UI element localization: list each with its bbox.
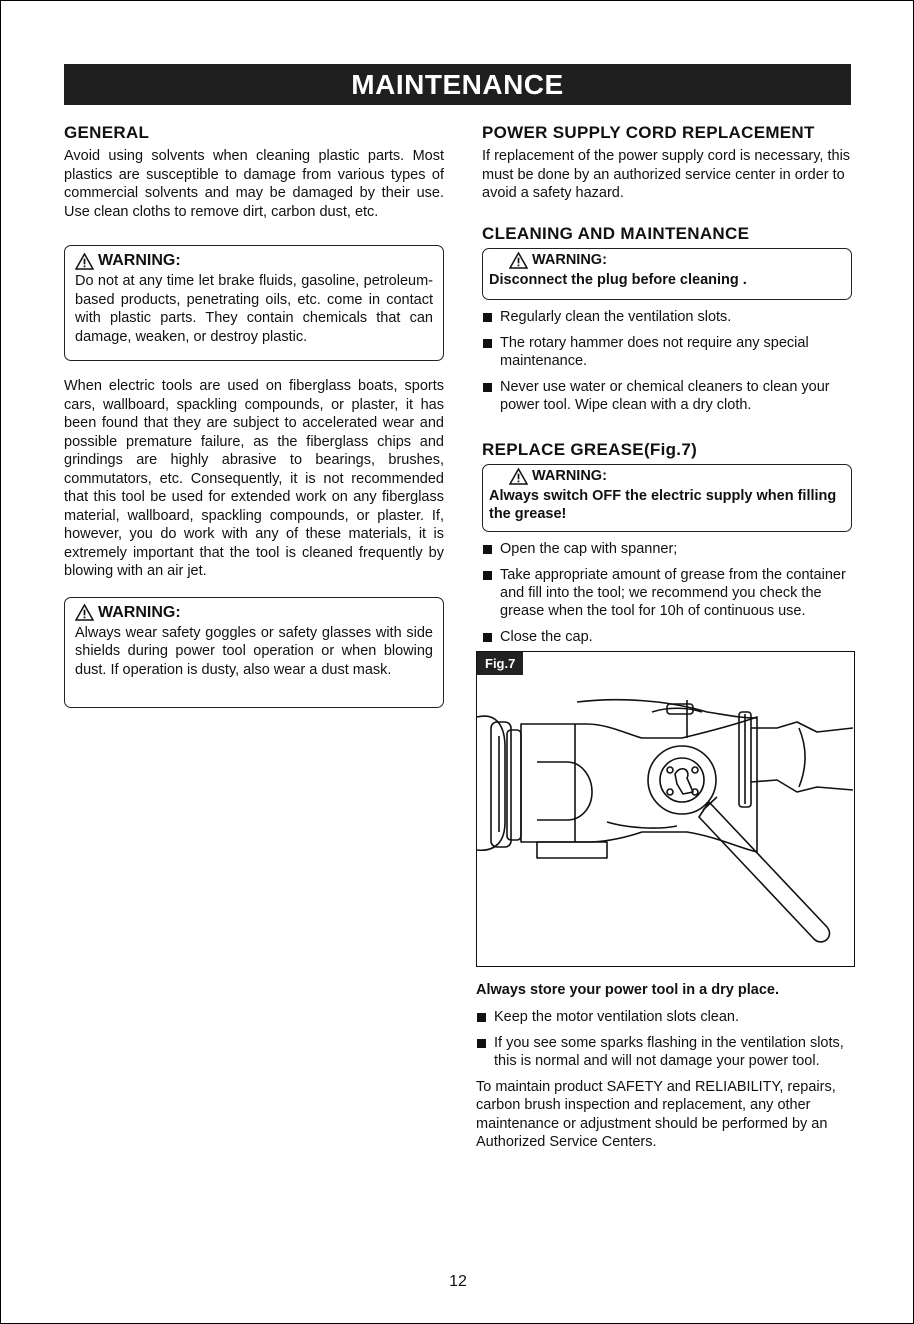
warning-text: Always wear safety goggles or safety glasses with side shields during power tool operation or when blowing dust. If operation is dusty, also wear a dust mask.	[75, 624, 433, 678]
warning-title: WARNING:	[532, 252, 607, 268]
cord-heading: POWER SUPPLY CORD REPLACEMENT	[482, 123, 815, 142]
figure-7	[476, 651, 855, 967]
warning-triangle-icon	[75, 604, 94, 621]
cord-text: If replacement of the power supply cord is necessary, this must be done by an authorized service center in order to avoid a safety hazard.	[482, 148, 851, 201]
general-text: Avoid using solvents when cleaning plastic parts. Most plastics are susceptible to damage from various types of commercial solvents and may be damaged by their use. Use clean cloths to remove dirt, carbon dust, etc.	[64, 148, 444, 220]
list-item: Regularly clean the ventilation slots.	[482, 308, 852, 326]
list-item: Close the cap.	[482, 628, 852, 646]
storage-heading: Always store your power tool in a dry place.	[476, 982, 779, 998]
list-item: The rotary hammer does not require any special maintenance.	[482, 334, 852, 370]
rotary-hammer-illustration	[477, 652, 853, 965]
general-heading: GENERAL	[64, 123, 150, 142]
grease-heading: REPLACE GREASE(Fig.7)	[482, 439, 698, 459]
page-number: 12	[449, 1273, 467, 1290]
cleaning-warning-box	[482, 248, 852, 300]
warning-title: WARNING:	[98, 252, 181, 269]
list-item: Never use water or chemical cleaners to clean your power tool. Wipe clean with a dry cloth.	[482, 378, 852, 414]
warning-triangle-icon	[509, 252, 528, 269]
list-item: If you see some sparks flashing in the ventilation slots, this is normal and will not damage your power tool.	[476, 1034, 851, 1070]
warning-title: WARNING:	[532, 468, 607, 484]
cleaning-heading: CLEANING AND MAINTENANCE	[482, 223, 750, 243]
fiberglass-text: When electric tools are used on fiberglass boats, sports cars, wallboard, spackling compounds, or plaster, it has been found that they are subject to accelerated wear and possible premature failure, as the fiberglass chips and grindings are highly abrasive to bearings, brushes, commutators, etc. Consequently, it is not recommended that this tool be used for extended work on any fiberglass material, wallboard, spackling compounds, or plaster. If, however, you do work with any of these materials, it is extremely important that the tool is cleaned frequently by blowing with an air jet.	[64, 378, 444, 579]
warning-triangle-icon	[75, 253, 94, 270]
grease-warning-box	[482, 464, 852, 532]
plastic-warning-box	[64, 245, 444, 361]
left-column	[64, 123, 444, 708]
page-title: MAINTENANCE	[64, 64, 851, 105]
storage-text: To maintain product SAFETY and RELIABILITY, repairs, carbon brush inspection and replacement, any other maintenance or adjustment should be performed by an Authorized Service Centers.	[476, 1078, 836, 1150]
warning-triangle-icon	[509, 468, 528, 485]
list-item: Keep the motor ventilation slots clean.	[476, 1008, 851, 1026]
figure-label: Fig.7	[477, 652, 523, 675]
list-item: Take appropriate amount of grease from the container and fill into the tool; we recommend you check the grease when the tool for 10h of continuous use.	[482, 566, 852, 620]
storage-section	[476, 981, 851, 1152]
list-item: Open the cap with spanner;	[482, 540, 852, 558]
warning-text: Always switch OFF the electric supply when filling the grease!	[489, 487, 837, 522]
goggles-warning-box	[64, 597, 444, 708]
warning-text: Disconnect the plug before cleaning .	[489, 271, 747, 288]
warning-text: Do not at any time let brake fluids, gasoline, petroleum-based products, penetrating oils, etc. come in contact with plastic parts. They contain chemicals that can damage, weaken, or destroy plastic.	[75, 273, 433, 345]
warning-title: WARNING:	[98, 603, 181, 621]
right-column	[482, 123, 852, 646]
